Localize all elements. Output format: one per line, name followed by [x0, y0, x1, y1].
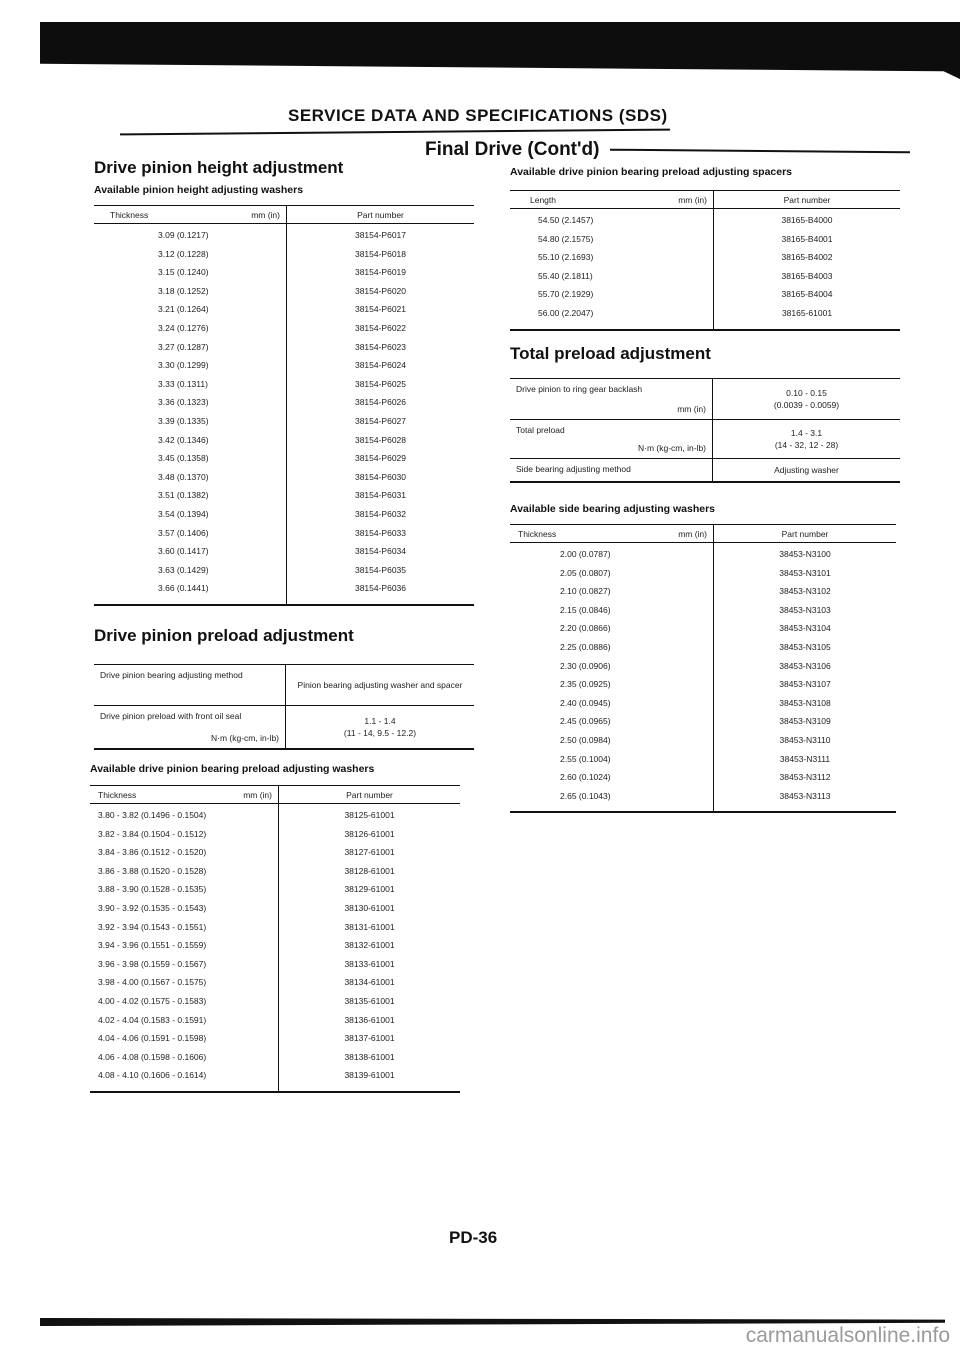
col-header-unit: mm (in) — [251, 209, 280, 220]
table-cell-part-number: 38136-61001 — [344, 1014, 395, 1025]
table-cell-size: 3.94 - 3.96 (0.1551 - 0.1559) — [98, 940, 207, 951]
spec-label: Drive pinion preload with front oil seal — [100, 711, 242, 721]
table-cell-size: 3.86 - 3.88 (0.1520 - 0.1528) — [98, 865, 207, 876]
table-cell-size: 3.33 (0.1311) — [158, 378, 208, 389]
spec-value: (11 - 14, 9.5 - 12.2) — [343, 728, 417, 738]
table-cell-part-number: 38453-N3107 — [779, 679, 831, 690]
caption-height-washers: Available pinion height adjusting washers — [94, 184, 304, 196]
table-cell-part-number: 38154-P6032 — [354, 508, 407, 519]
spec-unit: mm (in) — [677, 404, 706, 414]
table-cell-size: 54.50 (2.1457) — [538, 215, 594, 225]
table-cell-part-number: 38154-P6027 — [354, 415, 407, 426]
table-cell-size: 3.12 (0.1228) — [158, 248, 209, 259]
caption-side-washers: Available side bearing adjusting washers — [510, 503, 716, 515]
table-cell-size: 55.70 (2.1929) — [538, 289, 594, 300]
table-cell-part-number: 38135-61001 — [344, 995, 395, 1006]
table-cell-part-number: 38165-B4001 — [781, 233, 833, 244]
spec-value: 1.1 - 1.4 — [364, 716, 396, 726]
watermark: carmanualsonline.info — [745, 1324, 950, 1347]
table-header — [90, 785, 460, 804]
table-cell-part-number: 38154-P6019 — [354, 267, 407, 278]
table-cell-size: 3.24 (0.1276) — [158, 322, 209, 333]
table-cell-part-number: 38453-N3101 — [779, 567, 831, 578]
caption-preload-spacers: Available drive pinion bearing preload adjusting spacers — [510, 166, 793, 178]
table-cell-part-number: 38129-61001 — [344, 884, 395, 895]
table-cell-part-number: 38154-P6022 — [354, 322, 407, 333]
table-cell-size: 3.42 (0.1346) — [158, 434, 209, 445]
table-cell-size: 3.57 (0.1406) — [158, 527, 209, 538]
table-cell-part-number: 38154-P6028 — [354, 434, 407, 445]
table-cell-size: 2.20 (0.0866) — [560, 623, 611, 634]
spec-label: Total preload — [516, 425, 565, 435]
table-cell-part-number: 38132-61001 — [344, 940, 395, 951]
col-header-thickness: Thickness — [518, 528, 557, 539]
spec-value: (14 - 32, 12 - 28) — [774, 440, 839, 450]
spec-value: 0.10 - 0.15 — [786, 388, 827, 398]
table-cell-size: 4.08 - 4.10 (0.1606 - 0.1614) — [98, 1070, 207, 1081]
table-cell-part-number: 38165-B4004 — [781, 289, 833, 300]
spec-label: Side bearing adjusting method — [510, 459, 713, 481]
table-cell-part-number: 38453-N3105 — [779, 641, 831, 652]
preload-spec-table — [94, 664, 474, 750]
table-header — [510, 524, 896, 543]
spec-value: Pinion bearing adjusting washer and spacer — [297, 680, 463, 690]
table-cell-part-number: 38137-61001 — [344, 1033, 395, 1044]
table-cell-size: 2.15 (0.0846) — [560, 604, 611, 615]
table-cell-size: 3.45 (0.1358) — [158, 453, 209, 464]
table-cell-size: 3.96 - 3.98 (0.1559 - 0.1567) — [98, 958, 207, 969]
col-header-part-number: Part number — [713, 525, 896, 542]
spec-row — [510, 379, 900, 420]
col-header-part-number: Part number — [713, 191, 900, 208]
table-body — [90, 804, 460, 1093]
table-cell-size: 2.00 (0.0787) — [560, 549, 611, 559]
spec-row — [94, 665, 474, 706]
table-cell-part-number: 38154-P6030 — [354, 471, 407, 482]
table-cell-part-number: 38125-61001 — [344, 810, 395, 820]
col-header-unit: mm (in) — [678, 528, 707, 539]
table-cell-part-number: 38154-P6036 — [354, 583, 407, 594]
table-cell-part-number: 38154-P6031 — [354, 490, 407, 501]
col-header-unit: mm (in) — [678, 194, 707, 205]
table-cell-size: 4.04 - 4.06 (0.1591 - 0.1598) — [98, 1033, 207, 1044]
preload-spacer-table — [510, 190, 900, 331]
table-cell-size: 4.00 - 4.02 (0.1575 - 0.1583) — [98, 995, 207, 1006]
caption-preload-washers: Available drive pinion bearing preload adjusting washers — [90, 763, 375, 775]
table-cell-size: 2.45 (0.0965) — [560, 716, 611, 727]
preload-washer-table — [90, 785, 460, 1093]
table-body — [510, 543, 896, 813]
spec-row — [510, 420, 900, 459]
table-cell-part-number: 38154-P6018 — [354, 248, 407, 259]
table-cell-size: 3.51 (0.1382) — [158, 490, 209, 501]
table-cell-size: 3.15 (0.1240) — [158, 267, 209, 278]
spec-row — [94, 706, 474, 748]
col-header-part-number: Part number — [286, 206, 474, 223]
table-cell-part-number: 38154-P6021 — [354, 304, 407, 315]
table-cell-size: 3.60 (0.1417) — [158, 546, 209, 557]
page-header-title: SERVICE DATA AND SPECIFICATIONS (SDS) — [288, 106, 668, 125]
table-cell-size: 2.55 (0.1004) — [560, 753, 611, 764]
table-cell-part-number: 38165-61001 — [781, 307, 833, 318]
table-cell-part-number: 38165-B4000 — [781, 215, 833, 225]
table-cell-part-number: 38154-P6033 — [354, 527, 407, 538]
table-cell-part-number: 38154-P6020 — [354, 285, 407, 296]
table-cell-part-number: 38134-61001 — [344, 977, 395, 988]
table-cell-part-number: 38165-B4002 — [781, 252, 833, 263]
col-header-length: Length — [530, 194, 556, 205]
spec-row — [510, 459, 900, 481]
table-cell-part-number: 38154-P6034 — [354, 546, 407, 557]
table-cell-part-number: 38154-P6024 — [354, 360, 407, 371]
table-header — [94, 205, 474, 224]
table-cell-size: 3.63 (0.1429) — [158, 564, 209, 575]
table-cell-size: 3.90 - 3.92 (0.1535 - 0.1543) — [98, 902, 207, 913]
table-cell-size: 2.60 (0.1024) — [560, 772, 611, 783]
top-scan-band — [40, 22, 960, 80]
col-header-unit: mm (in) — [243, 789, 272, 800]
table-cell-size: 3.36 (0.1323) — [158, 397, 209, 408]
side-washer-table — [510, 524, 896, 813]
section-title-preload: Drive pinion preload adjustment — [94, 626, 354, 645]
table-cell-size: 4.02 - 4.04 (0.1583 - 0.1591) — [98, 1014, 207, 1025]
table-cell-part-number: 38453-N3113 — [779, 790, 831, 801]
table-cell-size: 3.18 (0.1252) — [158, 285, 209, 296]
spec-unit: N·m (kg-cm, in-lb) — [638, 443, 706, 453]
table-cell-part-number: 38139-61001 — [344, 1070, 395, 1081]
table-cell-size: 2.10 (0.0827) — [560, 586, 611, 597]
spec-value: Adjusting washer — [774, 465, 839, 475]
table-cell-part-number: 38453-N3112 — [779, 772, 831, 783]
height-washer-table — [94, 205, 474, 606]
table-cell-size: 56.00 (2.2047) — [538, 307, 594, 318]
table-cell-size: 3.92 - 3.94 (0.1543 - 0.1551) — [98, 921, 207, 932]
header-rule — [120, 129, 670, 136]
spec-label: Drive pinion to ring gear backlash — [516, 384, 643, 394]
table-cell-size: 3.54 (0.1394) — [158, 508, 209, 519]
table-cell-part-number: 38130-61001 — [344, 902, 395, 913]
table-cell-size: 3.30 (0.1299) — [158, 360, 209, 371]
table-cell-part-number: 38154-P6035 — [354, 564, 407, 575]
table-cell-size: 3.39 (0.1335) — [158, 415, 209, 426]
table-cell-part-number: 38154-P6025 — [354, 378, 407, 389]
table-cell-part-number: 38154-P6017 — [354, 230, 407, 240]
section-title-height: Drive pinion height adjustment — [94, 158, 344, 177]
table-cell-size: 3.27 (0.1287) — [158, 341, 209, 352]
table-cell-part-number: 38154-P6026 — [354, 397, 407, 408]
table-cell-part-number: 38154-P6023 — [354, 341, 407, 352]
table-cell-size: 3.82 - 3.84 (0.1504 - 0.1512) — [98, 828, 207, 839]
table-body — [510, 209, 900, 331]
table-cell-size: 3.21 (0.1264) — [158, 304, 209, 315]
table-cell-size: 2.25 (0.0886) — [560, 641, 611, 652]
spec-value: (0.0039 - 0.0059) — [773, 400, 840, 410]
table-cell-size: 2.65 (0.1043) — [560, 790, 611, 801]
table-cell-size: 2.35 (0.0925) — [560, 679, 611, 690]
table-header — [510, 190, 900, 209]
header-rule — [610, 149, 910, 154]
table-cell-part-number: 38453-N3111 — [779, 753, 831, 764]
table-cell-size: 54.80 (2.1575) — [538, 233, 594, 244]
table-cell-size: 2.30 (0.0906) — [560, 660, 611, 671]
table-cell-size: 55.10 (2.1693) — [538, 252, 594, 263]
table-cell-part-number: 38453-N3103 — [779, 604, 831, 615]
table-cell-size: 3.98 - 4.00 (0.1567 - 0.1575) — [98, 977, 207, 988]
table-cell-part-number: 38453-N3100 — [779, 549, 831, 559]
table-cell-size: 3.48 (0.1370) — [158, 471, 209, 482]
table-cell-part-number: 38453-N3109 — [779, 716, 831, 727]
table-cell-part-number: 38453-N3110 — [779, 734, 831, 745]
table-cell-part-number: 38133-61001 — [344, 958, 395, 969]
table-cell-part-number: 38453-N3104 — [779, 623, 831, 634]
table-cell-size: 55.40 (2.1811) — [538, 270, 593, 281]
table-cell-size: 3.09 (0.1217) — [158, 230, 209, 240]
table-cell-part-number: 38453-N3102 — [779, 586, 831, 597]
section-title-total-preload: Total preload adjustment — [510, 344, 711, 363]
table-cell-part-number: 38453-N3108 — [779, 697, 831, 708]
table-cell-size: 2.40 (0.0945) — [560, 697, 611, 708]
table-cell-part-number: 38127-61001 — [344, 847, 395, 858]
table-cell-part-number: 38138-61001 — [344, 1051, 395, 1062]
total-preload-spec-table — [510, 378, 900, 483]
spec-label: Drive pinion bearing adjusting method — [94, 665, 286, 705]
spec-unit: N·m (kg-cm, in-lb) — [211, 733, 279, 743]
table-body — [94, 224, 474, 606]
table-cell-part-number: 38126-61001 — [344, 828, 395, 839]
col-header-thickness: Thickness — [110, 209, 149, 220]
table-cell-part-number: 38154-P6029 — [354, 453, 407, 464]
table-cell-part-number: 38128-61001 — [344, 865, 395, 876]
page-number: PD-36 — [449, 1228, 498, 1247]
spec-value: 1.4 - 3.1 — [790, 428, 823, 438]
table-cell-size: 2.05 (0.0807) — [560, 567, 611, 578]
col-header-thickness: Thickness — [98, 789, 137, 800]
table-cell-size: 3.80 - 3.82 (0.1496 - 0.1504) — [98, 810, 207, 820]
page-header-subtitle: Final Drive (Cont'd) — [425, 139, 600, 160]
table-cell-size: 3.66 (0.1441) — [158, 583, 209, 594]
table-cell-part-number: 38165-B4003 — [781, 270, 833, 281]
table-cell-size: 3.88 - 3.90 (0.1528 - 0.1535) — [98, 884, 207, 895]
table-cell-size: 2.50 (0.0984) — [560, 734, 611, 745]
table-cell-part-number: 38131-61001 — [344, 921, 395, 932]
table-cell-size: 3.84 - 3.86 (0.1512 - 0.1520) — [98, 847, 207, 858]
col-header-part-number: Part number — [278, 786, 460, 803]
table-cell-size: 4.06 - 4.08 (0.1598 - 0.1606) — [98, 1051, 207, 1062]
table-cell-part-number: 38453-N3106 — [779, 660, 831, 671]
